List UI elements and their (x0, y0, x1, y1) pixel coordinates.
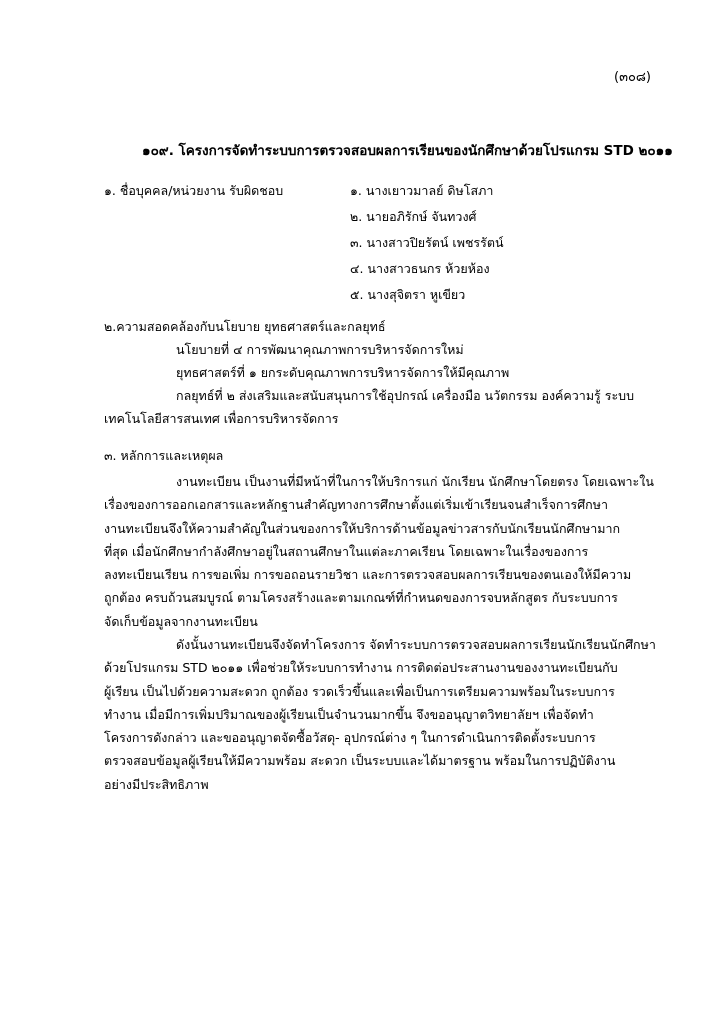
paragraph-line: ดังนั้นงานทะเบียนจึงจัดทำโครงการ จัดทำระบบการตรวจสอบผลการเรียนนักเรียนนักศึกษา (176, 637, 656, 652)
tactic-line: กลยุทธ์ที่ ๒ ส่งเสริมและสนับสนุนการใช้อุปกรณ์ เครื่องมือ นวัตกรรม องค์ความรู้ ระบบ (176, 388, 635, 403)
paragraph-line: ผู้เรียน เป็นไปด้วยความสะดวก ถูกต้อง รวดเร็วขึ้นและเพื่อเป็นการเตรียมความพร้อมในระบบการ (104, 683, 615, 699)
paragraph-line: ตรวจสอบข้อมูลผู้เรียนให้มีความพร้อม สะดวก เป็นระบบและได้มาตรฐาน พร้อมในการปฏิบัติงาน (104, 753, 616, 769)
responsible-person: ๔. นางสาวธนกร ห้วยห้อง (350, 261, 490, 276)
tactic-line-continued: เทคโนโลยีสารสนเทศ เพื่อการบริหารจัดการ (104, 411, 339, 426)
paragraph-line: ทำงาน เมื่อมีการเพิ่มปริมาณของผู้เรียนเป็นจำนวนมากขึ้น จึงขออนุญาตวิทยาลัยฯ เพื่อจัดทำ (104, 706, 594, 722)
rationale-paragraph-1 (104, 470, 654, 633)
paragraph-line: ถูกต้อง ครบถ้วนสมบูรณ์ ตามโครงสร้างและตามเกณฑ์ที่กำหนดของการจบหลักสูตร กับระบบการ (104, 590, 618, 606)
policy-line: นโยบายที่ ๔ การพัฒนาคุณภาพการบริหารจัดการใหม่ (176, 342, 464, 357)
responsible-person: ๕. นางสุจิตรา หูเขียว (350, 287, 466, 302)
paragraph-line: ลงทะเบียนเรียน การขอเพิ่ม การขอถอนรายวิชา และการตรวจสอบผลการเรียนของตนเองให้มีความ (104, 567, 632, 583)
paragraph-line: อย่างมีประสิทธิภาพ (104, 776, 209, 792)
paragraph-line: จัดเก็บข้อมูลจากงานทะเบียน (104, 613, 258, 629)
page-number: (๓๐๘) (614, 70, 651, 85)
responsible-person: ๒. นายอภิรักษ์ จันทวงศ์ (350, 209, 477, 224)
responsible-person: ๑. นางเยาวมาลย์ ดิษโสภา (350, 183, 494, 198)
section3-heading: ๓. หลักการและเหตุผล (104, 448, 224, 463)
project-title: ๑๐๙. โครงการจัดทำระบบการตรวจสอบผลการเรียนของนักศึกษาด้วยโปรแกรม STD ๒๐๑๑ (142, 143, 673, 159)
section1-label: ๑. ชื่อบุคคล/หน่วยงาน รับผิดชอบ (104, 183, 284, 198)
paragraph-line: งานทะเบียน เป็นงานที่มีหน้าที่ในการให้บริการแก่ นักเรียน นักศึกษาโดยตรง โดยเฉพาะใน (176, 474, 654, 489)
strategy-line: ยุทธศาสตร์ที่ ๑ ยกระดับคุณภาพการบริหารจัดการให้มีคุณภาพ (176, 365, 510, 380)
paragraph-line: เรื่องของการออกเอกสารและหลักฐานสำคัญทางการศึกษาตั้งแต่เริ่มเข้าเรียนจนสำเร็จการศึกษา (104, 497, 608, 513)
responsible-person: ๓. นางสาวปิยรัตน์ เพชรรัตน์ (350, 235, 504, 250)
paragraph-line: ด้วยโปรแกรม STD ๒๐๑๑ เพื่อช่วยให้ระบบการทำงาน การติดต่อประสานงานของงานทะเบียนกับ (104, 660, 618, 676)
section2-heading: ๒.ความสอดคล้องกับนโยบาย ยุทธศาสตร์และกลยุทธ์ (104, 319, 386, 334)
paragraph-line: ที่สุด เมื่อนักศึกษากำลังศึกษาอยู่ในสถานศึกษาในแต่ละภาคเรียน โดยเฉพาะในเรื่องของการ (104, 543, 589, 559)
paragraph-line: โครงการดังกล่าว และขออนุญาตจัดซื้อวัสดุ- อุปกรณ์ต่าง ๆ ในการดำเนินการติดตั้งระบบการ (104, 730, 596, 746)
rationale-paragraph-2 (104, 633, 656, 796)
paragraph-line: งานทะเบียนจึงให้ความสำคัญในส่วนของการให้บริการด้านข้อมูลข่าวสารกับนักเรียนนักศึกษามาก (104, 520, 621, 536)
